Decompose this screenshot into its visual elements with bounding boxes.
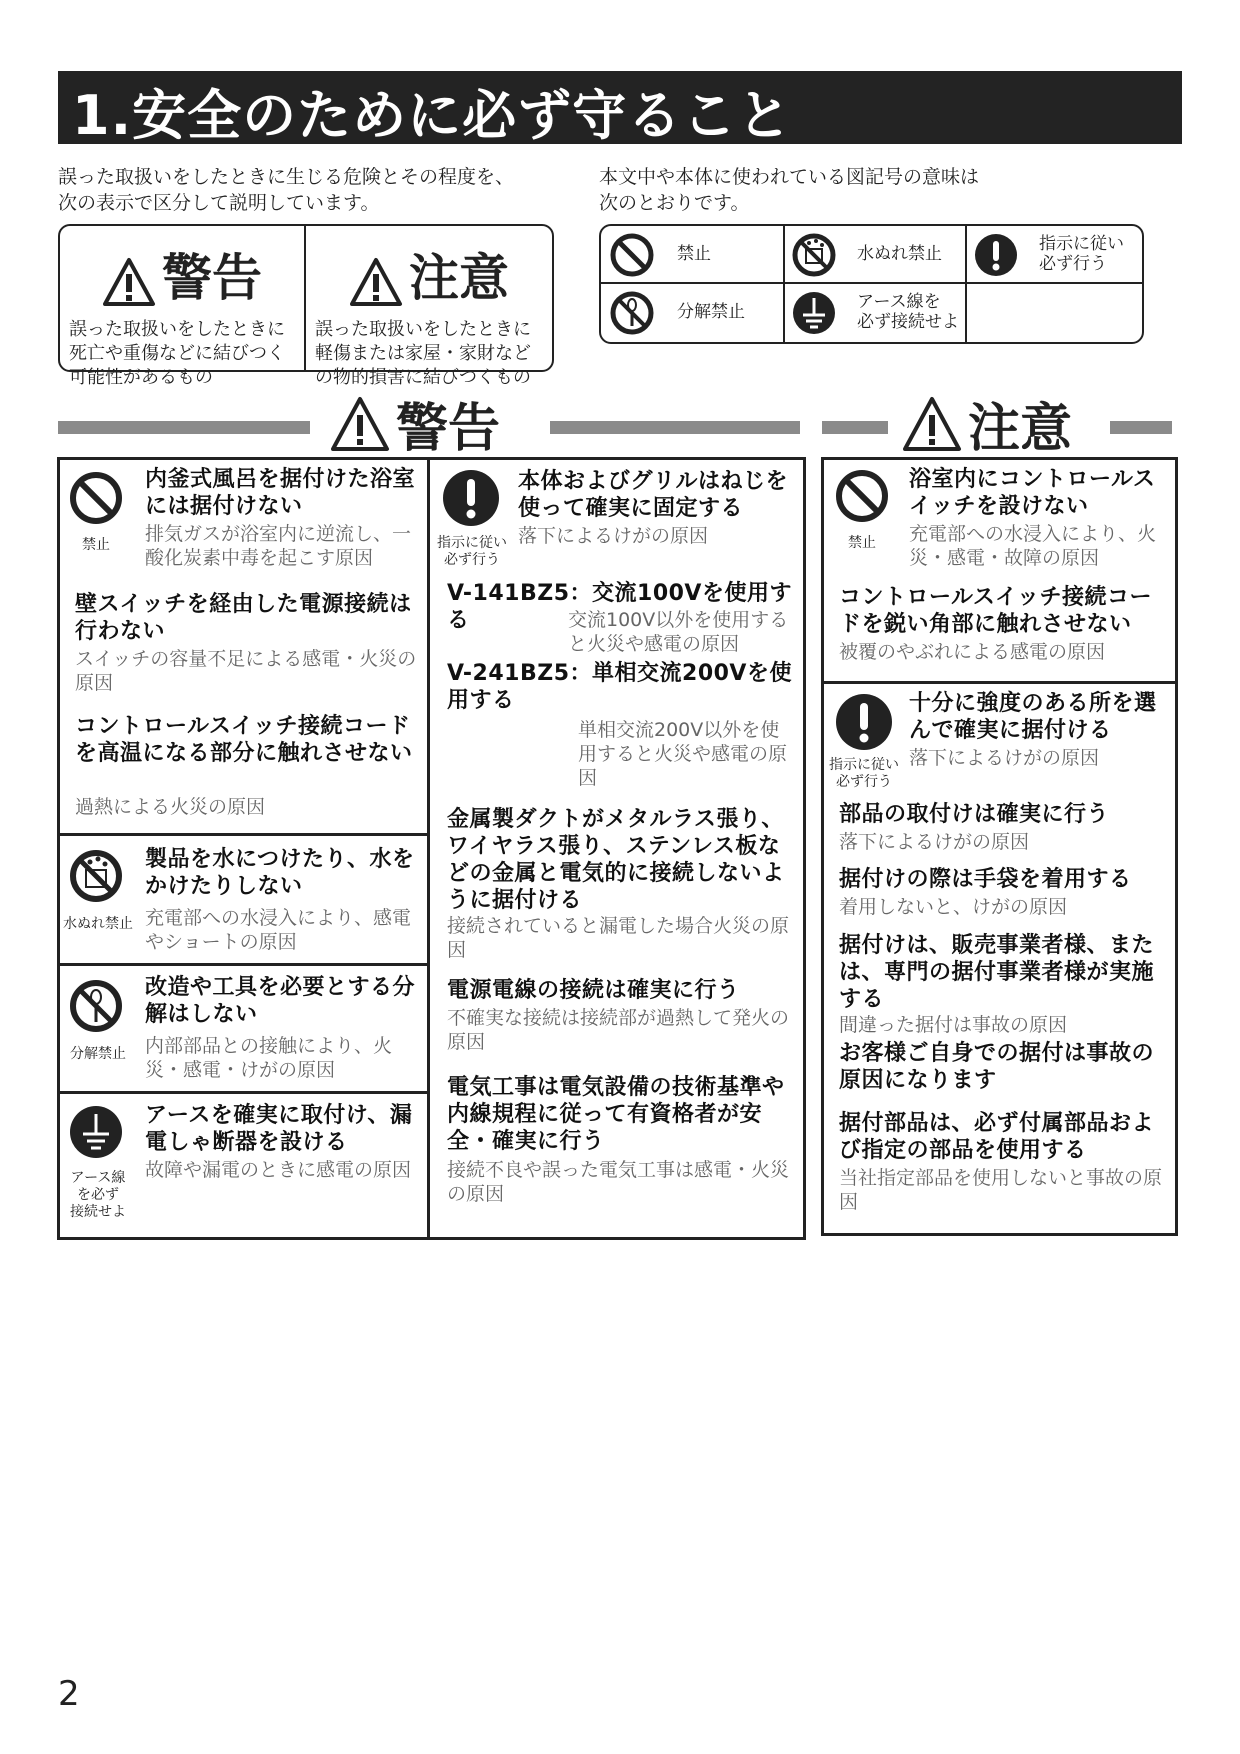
caution-triangle-icon: [349, 257, 403, 307]
mandatory-icon: [834, 692, 894, 752]
section-bar: [822, 421, 888, 434]
warning-heading: 本体およびグリルはねじを使って確実に固定する: [518, 469, 789, 521]
no-water-caption: 水ぬれ禁止: [63, 916, 133, 932]
warning-note: 接続されていると漏電した場合火災の原因: [447, 915, 790, 961]
warning-note: 接続不良や誤った電気工事は感電・火災の原因: [447, 1159, 790, 1205]
warning-note: 充電部への水浸入により、感電やショートの原因: [145, 907, 412, 953]
no-disassembly-caption: 分解禁止: [70, 1046, 126, 1062]
section-bar: [58, 421, 310, 434]
warning-note: スイッチの容量不足による感電・火災の原因: [75, 648, 417, 694]
caution-note: 被覆のやぶれによる感電の原因: [839, 641, 1106, 663]
divider: [427, 460, 430, 1237]
page-title-bar: [58, 71, 1182, 147]
warning-heading: 金属製ダクトがメタルラス張り、ワイヤラス張り、ステンレス板などの金属と電気的に接続しないように据付ける: [447, 807, 785, 913]
caution-heading: 据付部品は、必ず付属部品および指定の部品を使用する: [839, 1111, 1155, 1163]
caution-note: 当社指定部品を使用しないと事故の原因: [839, 1167, 1163, 1213]
caution-section-title: 注意: [968, 399, 1073, 459]
caution-heading: コントロールスイッチ接続コードを鋭い角部に触れさせない: [839, 585, 1153, 637]
caution-note: 間違った据付は事故の原因: [839, 1014, 1068, 1036]
model-v141-requirement: V-141BZ5：交流100Vを使用する: [447, 581, 792, 633]
mandatory-caption: 指示に従い 必ず行う: [437, 535, 507, 568]
prohibited-caption: 禁止: [82, 537, 110, 553]
warning-heading: アースを確実に取付け、漏電しゃ断器を設ける: [145, 1103, 413, 1155]
warning-note: 交流100V以外を使用すると火災や感電の原因: [568, 609, 789, 655]
legend-warning: [60, 226, 304, 388]
warning-section-title: 警告: [396, 399, 501, 459]
symbol-prohibited-label: 禁止: [677, 244, 711, 264]
ground-icon: [68, 1104, 124, 1160]
symbol-no-water-label: 水ぬれ禁止: [857, 244, 942, 264]
caution-heading: 十分に強度のある所を選んで確実に据付ける: [909, 691, 1157, 743]
caution-note: 着用しないと、けがの原因: [839, 896, 1068, 918]
no-disassembly-icon: [68, 978, 124, 1034]
warning-heading: 製品を水につけたり、水をかけたりしない: [145, 847, 415, 899]
warning-note: 排気ガスが浴室内に逆流し、一酸化炭素中毒を起こす原因: [145, 523, 412, 569]
legend-warning-desc: 誤った取扱いをしたときに 死亡や重傷などに結びつく 可能性があるもの: [69, 319, 285, 388]
warning-heading: 内釜式風呂を据付けた浴室には据付けない: [145, 467, 416, 519]
intro-left: 誤った取扱いをしたときに生じる危険とその程度を、 次の表示で区分して説明しています。: [58, 166, 515, 214]
warning-heading: 電気工事は電気設備の技術基準や内線規程に従って有資格者が安全・確実に行う: [447, 1075, 785, 1154]
signal-word-legend: [58, 224, 554, 388]
caution-note: 充電部への水浸入により、火災・感電・故障の原因: [909, 523, 1157, 569]
legend-caution-desc: 誤った取扱いをしたときに 軽傷または家屋・家財など の物的損害に結びつくもの: [315, 319, 531, 388]
divider: [601, 282, 1142, 284]
model-v241-requirement: V-241BZ5：単相交流200Vを使用する: [447, 661, 792, 713]
warning-note: 内部部品との接触により、火災・感電・けがの原因: [145, 1035, 393, 1081]
warning-heading: コントロールスイッチ接続コードを高温になる部分に触れさせない: [75, 714, 413, 766]
warning-note: 過熱による火災の原因: [75, 796, 266, 818]
warning-heading: 壁スイッチを経由した電源接続は行わない: [75, 592, 412, 644]
section-bar: [550, 421, 800, 434]
symbol-ground-label: アース線を 必ず接続せよ: [857, 292, 959, 332]
prohibited-icon: [68, 470, 124, 526]
intro-right: 本文中や本体に使われている図記号の意味は 次のとおりです。: [599, 166, 980, 214]
caution-heading: 据付けは、販売事業者様、または、専門の据付事業者様が実施する: [839, 933, 1155, 1012]
page-number: 2: [58, 1674, 80, 1714]
divider: [60, 963, 427, 966]
warning-section-heading: [330, 386, 500, 461]
warning-heading: 改造や工具を必要とする分解はしない: [145, 975, 416, 1027]
warning-note: 不確実な接続は接続部が過熱して発火の原因: [447, 1007, 790, 1053]
no-water-icon: [791, 232, 837, 278]
ground-caption: アース線 を必ず 接続せよ: [70, 1170, 126, 1220]
caution-section-heading: [902, 386, 1072, 461]
caution-note: 落下によるけがの原因: [909, 747, 1100, 769]
mandatory-icon: [973, 232, 1019, 278]
symbol-mandatory-label: 指示に従い 必ず行う: [1039, 234, 1124, 274]
prohibited-icon: [609, 232, 655, 278]
warning-triangle-icon: [330, 396, 390, 452]
legend-caution-head: 注意: [409, 249, 509, 307]
page-title: 1.安全のために必ず守ること: [72, 84, 793, 147]
caution-note: 落下によるけがの原因: [839, 831, 1030, 853]
no-water-icon: [68, 848, 124, 904]
divider: [60, 833, 427, 836]
legend-warning-head: 警告: [162, 249, 262, 307]
caution-heading: 浴室内にコントロールスイッチを設けない: [909, 467, 1156, 519]
warning-heading: 電源電線の接続は確実に行う: [447, 978, 740, 1003]
mandatory-caption: 指示に従い 必ず行う: [829, 757, 899, 790]
mandatory-icon: [441, 468, 501, 528]
caution-heading: お客様ご自身での据付は事故の原因になります: [839, 1041, 1155, 1093]
prohibited-icon: [834, 468, 890, 524]
warning-note: 単相交流200V以外を使用すると火災や感電の原因: [578, 719, 788, 789]
warning-note: 故障や漏電のときに感電の原因: [145, 1159, 412, 1181]
caution-heading: 部品の取付けは確実に行う: [839, 802, 1110, 827]
section-bar: [1110, 421, 1172, 434]
legend-caution: [306, 226, 552, 388]
symbol-no-disassembly-label: 分解禁止: [677, 302, 745, 322]
no-disassembly-icon: [609, 290, 655, 336]
divider: [965, 226, 967, 342]
divider: [783, 226, 785, 342]
ground-icon: [791, 290, 837, 336]
caution-triangle-icon: [902, 396, 962, 452]
prohibited-caption: 禁止: [848, 535, 876, 551]
warning-triangle-icon: [102, 257, 156, 307]
divider: [60, 1091, 427, 1094]
symbol-legend: [599, 224, 1144, 344]
caution-heading: 据付けの際は手袋を着用する: [839, 867, 1132, 892]
warning-note: 落下によるけがの原因: [518, 525, 709, 547]
